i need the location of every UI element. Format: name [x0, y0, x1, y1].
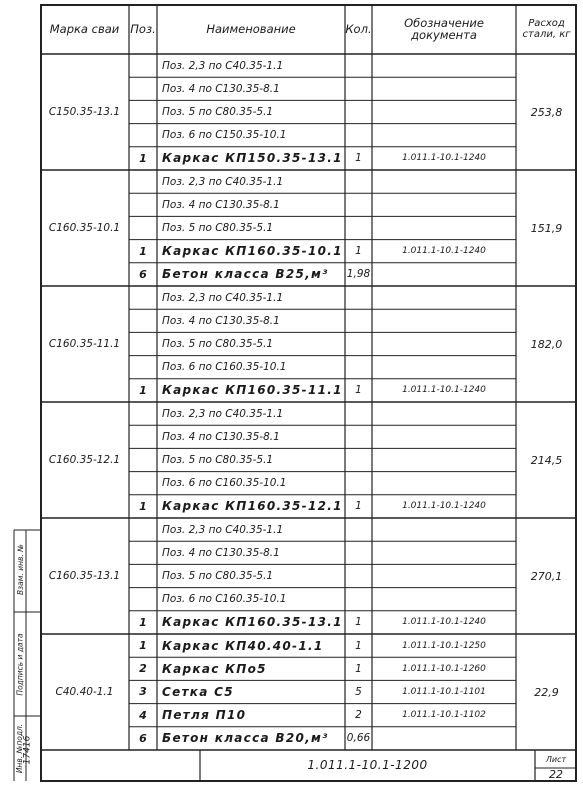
- row-pos: [129, 356, 157, 379]
- header-name: Наименование: [206, 22, 296, 36]
- row-name: Поз. 2,3 по С40.35-1.1: [162, 175, 284, 188]
- row-name: Поз. 5 по С80.35-5.1: [162, 337, 274, 350]
- side-label-replaces: Взам. инв. №: [15, 543, 25, 595]
- row-qty: [345, 193, 372, 216]
- row-qty: 0,66: [346, 732, 371, 745]
- row-doc: [372, 170, 516, 193]
- row-name: Каркас КП160.35-13.1: [162, 615, 343, 630]
- row-qty: [345, 100, 372, 123]
- row-qty: [345, 448, 372, 471]
- row-qty: [345, 216, 372, 239]
- row-qty: [345, 332, 372, 355]
- row-pos: 1: [139, 499, 147, 513]
- row-pos: 2: [139, 662, 147, 676]
- row-doc: 1.011.1-10.1-1240: [402, 385, 486, 396]
- row-qty: [345, 541, 372, 564]
- row-qty: [345, 286, 372, 309]
- header-doc: Обозначение документа: [404, 16, 484, 42]
- row-pos: [129, 170, 157, 193]
- row-name: Поз. 6 по С160.35-10.1: [162, 477, 287, 490]
- row-pos: [129, 193, 157, 216]
- row-name: Сетка С5: [162, 684, 234, 699]
- row-doc: [372, 518, 516, 541]
- group-steel: 22,9: [534, 685, 559, 699]
- row-qty: [345, 425, 372, 448]
- side-label-inv-orig: Инв. №подл.: [15, 723, 25, 773]
- row-pos: [129, 564, 157, 587]
- row-doc: [372, 588, 516, 611]
- row-qty: 1: [355, 500, 362, 513]
- row-qty: [345, 309, 372, 332]
- row-name: Каркас КП160.35-12.1: [162, 499, 343, 514]
- group-pile-mark: С160.35-13.1: [48, 570, 121, 582]
- row-doc: [372, 332, 516, 355]
- row-pos: [129, 588, 157, 611]
- row-doc: 1.011.1-10.1-1260: [402, 663, 486, 674]
- row-doc: 1.011.1-10.1-1102: [402, 710, 486, 721]
- row-name: Поз. 6 по С150.35-10.1: [162, 129, 287, 142]
- row-name: Каркас КП150.35-13.1: [162, 151, 343, 166]
- row-qty: 5: [355, 685, 362, 698]
- row-qty: [345, 588, 372, 611]
- row-name: Бетон класса В20,м³: [162, 731, 329, 746]
- row-doc: [372, 448, 516, 471]
- row-pos: 6: [139, 731, 147, 745]
- row-name: Поз. 4 по С130.35-8.1: [162, 82, 280, 95]
- row-pos: [129, 216, 157, 239]
- row-pos: 4: [139, 708, 147, 722]
- row-name: Поз. 2,3 по С40.35-1.1: [162, 291, 284, 304]
- row-name: Каркас КП160.35-11.1: [162, 383, 343, 398]
- row-name: Поз. 2,3 по С40.35-1.1: [162, 59, 284, 72]
- header-steel: Расход стали, кг: [522, 18, 571, 40]
- row-name: Поз. 5 по С80.35-5.1: [162, 569, 274, 582]
- row-qty: [345, 124, 372, 147]
- row-pos: [129, 100, 157, 123]
- group-steel: 182,0: [530, 337, 563, 351]
- row-qty: [345, 356, 372, 379]
- row-qty: 2: [355, 709, 362, 722]
- group-pile-mark: С160.35-11.1: [48, 338, 121, 350]
- row-pos: 1: [139, 639, 147, 653]
- row-doc: 1.011.1-10.1-1250: [402, 640, 486, 651]
- row-pos: [129, 286, 157, 309]
- row-name: Петля П10: [162, 708, 247, 723]
- row-pos: [129, 332, 157, 355]
- row-doc: [372, 124, 516, 147]
- row-qty: [345, 54, 372, 77]
- row-qty: 1: [355, 384, 362, 397]
- group-pile-mark: С40.40-1.1: [55, 686, 114, 698]
- group-steel: 270,1: [530, 569, 563, 583]
- row-name: Каркас КПо5: [162, 661, 267, 676]
- row-name: Поз. 2,3 по С40.35-1.1: [162, 523, 284, 536]
- row-doc: [372, 263, 516, 286]
- row-doc: [372, 100, 516, 123]
- row-name: Поз. 5 по С80.35-5.1: [162, 453, 274, 466]
- row-doc: [372, 309, 516, 332]
- row-doc: [372, 425, 516, 448]
- row-name: Поз. 4 по С130.35-8.1: [162, 198, 280, 211]
- row-name: Поз. 5 по С80.35-5.1: [162, 105, 274, 118]
- row-qty: [345, 472, 372, 495]
- row-pos: [129, 518, 157, 541]
- row-pos: [129, 309, 157, 332]
- row-doc: [372, 564, 516, 587]
- row-qty: 1,98: [346, 268, 371, 281]
- group-steel: 214,5: [530, 453, 563, 467]
- row-doc: 1.011.1-10.1-1240: [402, 501, 486, 512]
- group-steel: 253,8: [530, 105, 563, 119]
- row-name: Бетон класса В25,м³: [162, 267, 329, 282]
- row-qty: [345, 564, 372, 587]
- row-pos: 6: [139, 267, 147, 281]
- row-doc: [372, 193, 516, 216]
- stamp-sheet-label: Лист: [545, 754, 567, 764]
- row-pos: 1: [139, 244, 147, 258]
- row-doc: 1.011.1-10.1-1101: [402, 686, 486, 697]
- row-pos: [129, 448, 157, 471]
- row-pos: 3: [139, 685, 147, 699]
- row-pos: [129, 472, 157, 495]
- row-pos: 1: [139, 615, 147, 629]
- stamp-sheet-number: 22: [549, 768, 563, 780]
- group-pile-mark: С150.35-13.1: [48, 106, 121, 118]
- row-doc: 1.011.1-10.1-1240: [402, 617, 486, 628]
- row-doc: [372, 54, 516, 77]
- row-name: Каркас КП40.40-1.1: [162, 638, 324, 653]
- row-doc: 1.011.1-10.1-1240: [402, 153, 486, 164]
- stamp-document-code: 1.011.1-10.1-1200: [307, 758, 428, 772]
- group-pile-mark: С160.35-12.1: [48, 454, 121, 466]
- row-pos: 1: [139, 151, 147, 165]
- row-qty: 1: [355, 639, 362, 652]
- row-doc: [372, 472, 516, 495]
- row-name: Поз. 6 по С160.35-10.1: [162, 361, 287, 374]
- row-qty: [345, 402, 372, 425]
- row-name: Поз. 4 по С130.35-8.1: [162, 314, 280, 327]
- row-name: Поз. 4 по С130.35-8.1: [162, 430, 280, 443]
- side-label-sign-date: Подпись и дата: [15, 632, 25, 696]
- row-name: Поз. 5 по С80.35-5.1: [162, 221, 274, 234]
- row-name: Поз. 2,3 по С40.35-1.1: [162, 407, 284, 420]
- row-pos: [129, 77, 157, 100]
- row-pos: [129, 402, 157, 425]
- header-pile-mark: Марка сваи: [49, 22, 120, 36]
- row-doc: [372, 77, 516, 100]
- row-doc: [372, 286, 516, 309]
- header-qty: Кол.: [345, 22, 372, 36]
- row-name: Каркас КП160.35-10.1: [162, 244, 343, 259]
- row-doc: [372, 727, 516, 750]
- row-pos: [129, 541, 157, 564]
- row-pos: 1: [139, 383, 147, 397]
- group-steel: 151,9: [530, 221, 563, 235]
- row-doc: 1.011.1-10.1-1240: [402, 246, 486, 257]
- row-qty: [345, 77, 372, 100]
- group-pile-mark: С160.35-10.1: [48, 222, 121, 234]
- header-pos: Поз.: [130, 22, 156, 36]
- row-doc: [372, 402, 516, 425]
- row-qty: [345, 170, 372, 193]
- row-doc: [372, 541, 516, 564]
- row-doc: [372, 216, 516, 239]
- row-pos: [129, 425, 157, 448]
- row-pos: [129, 54, 157, 77]
- row-qty: 1: [355, 152, 362, 165]
- row-qty: [345, 518, 372, 541]
- row-name: Поз. 4 по С130.35-8.1: [162, 546, 280, 559]
- row-name: Поз. 6 по С160.35-10.1: [162, 593, 287, 606]
- row-pos: [129, 124, 157, 147]
- side-inv-number: 17416: [22, 735, 33, 765]
- row-qty: 1: [355, 616, 362, 629]
- row-qty: 1: [355, 662, 362, 675]
- row-doc: [372, 356, 516, 379]
- row-qty: 1: [355, 245, 362, 258]
